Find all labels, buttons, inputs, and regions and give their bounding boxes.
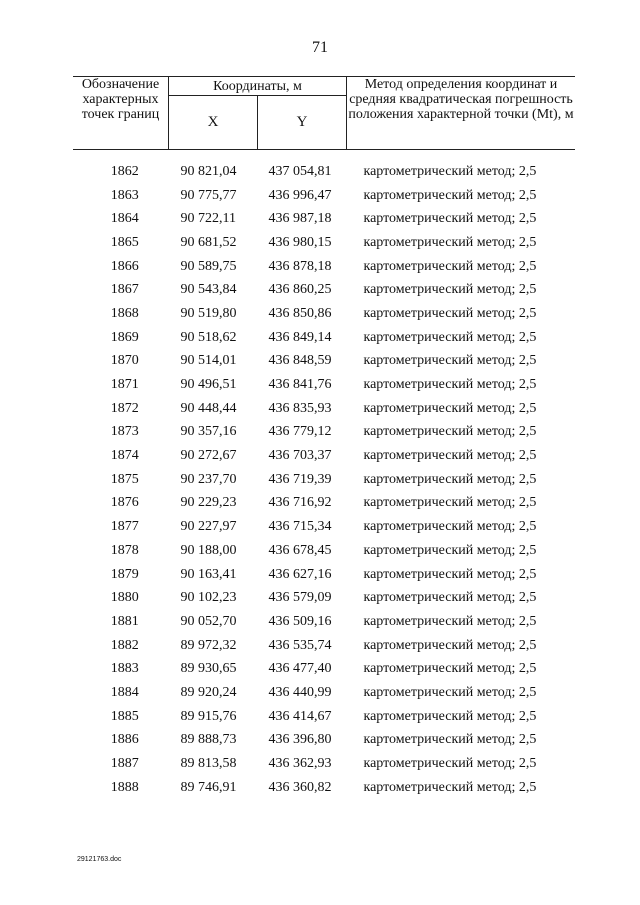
coord-x: 90 514,01: [180, 353, 237, 369]
point-id: 1879: [110, 566, 139, 582]
coord-x: 90 589,75: [180, 258, 237, 274]
coordinates-table: [73, 76, 575, 800]
point-id: 1882: [110, 637, 139, 653]
method-cell: картометрический метод; 2,5: [363, 424, 537, 440]
coord-x: 90 229,23: [180, 495, 237, 511]
coord-x: 90 357,16: [180, 424, 237, 440]
point-id: 1872: [110, 400, 139, 416]
point-id: 1886: [110, 732, 139, 748]
coord-y: 436 535,74: [268, 637, 332, 653]
coord-y: 436 987,18: [268, 211, 332, 227]
method-cell: картометрический метод; 2,5: [363, 258, 537, 274]
point-id: 1866: [110, 258, 139, 274]
coord-x: 89 915,76: [180, 708, 237, 724]
point-id: 1871: [110, 377, 139, 393]
coord-y: 436 835,93: [268, 400, 332, 416]
table-row: [73, 255, 575, 279]
method-cell: картометрический метод; 2,5: [363, 684, 537, 700]
table-row: [73, 515, 575, 539]
coord-y: 436 849,14: [268, 329, 332, 345]
coord-x: 89 920,24: [180, 684, 237, 700]
table-row: [73, 302, 575, 326]
coord-x: 90 237,70: [180, 471, 237, 487]
method-cell: картометрический метод; 2,5: [363, 471, 537, 487]
coord-y: 437 054,81: [268, 163, 332, 179]
coord-y: 436 841,76: [268, 377, 332, 393]
table-row: [73, 373, 575, 397]
method-cell: картометрический метод; 2,5: [363, 211, 537, 227]
point-id: 1878: [110, 542, 139, 558]
point-id: 1873: [110, 424, 139, 440]
point-id: 1869: [110, 329, 139, 345]
method-cell: картометрический метод; 2,5: [363, 613, 537, 629]
coord-y: 436 715,34: [268, 519, 332, 535]
table-body: [73, 150, 575, 800]
table-row: [73, 150, 575, 184]
point-id: 1875: [110, 471, 139, 487]
coord-x: 90 519,80: [180, 305, 237, 321]
table-row: [73, 278, 575, 302]
method-cell: картометрический метод; 2,5: [363, 163, 537, 179]
coord-y: 436 360,82: [268, 779, 332, 795]
point-id: 1884: [110, 684, 139, 700]
point-id: 1877: [110, 519, 139, 535]
table-row: [73, 634, 575, 658]
point-id: 1874: [110, 448, 139, 464]
table-row: [73, 184, 575, 208]
coord-y: 436 878,18: [268, 258, 332, 274]
table-row: [73, 539, 575, 563]
method-cell: картометрический метод; 2,5: [363, 661, 537, 677]
point-id: 1864: [110, 211, 139, 227]
method-cell: картометрический метод; 2,5: [363, 566, 537, 582]
table-row: [73, 610, 575, 634]
coord-y: 436 779,12: [268, 424, 332, 440]
method-cell: картометрический метод; 2,5: [363, 495, 537, 511]
coord-y: 436 362,93: [268, 756, 332, 772]
header-x: X: [169, 96, 258, 150]
coord-x: 90 448,44: [180, 400, 237, 416]
point-id: 1868: [110, 305, 139, 321]
table-row: [73, 729, 575, 753]
coord-x: 90 102,23: [180, 590, 237, 606]
coord-y: 436 996,47: [268, 187, 332, 203]
header-y: Y: [258, 96, 347, 150]
coord-x: 90 227,97: [180, 519, 237, 535]
page-number: 71: [312, 39, 328, 56]
coord-y: 436 678,45: [268, 542, 332, 558]
method-cell: картометрический метод; 2,5: [363, 448, 537, 464]
method-cell: картометрический метод; 2,5: [363, 756, 537, 772]
coord-x: 90 775,77: [180, 187, 237, 203]
point-id: 1870: [110, 353, 139, 369]
method-cell: картометрический метод; 2,5: [363, 305, 537, 321]
table-row: [73, 563, 575, 587]
method-cell: картометрический метод; 2,5: [363, 779, 537, 795]
coord-x: 90 052,70: [180, 613, 237, 629]
coord-x: 90 722,11: [180, 211, 236, 227]
method-cell: картометрический метод; 2,5: [363, 282, 537, 298]
table-row: [73, 231, 575, 255]
table-row: [73, 681, 575, 705]
coord-y: 436 414,67: [268, 708, 332, 724]
coord-y: 436 396,80: [268, 732, 332, 748]
table-row: [73, 421, 575, 445]
coord-y: 436 719,39: [268, 471, 332, 487]
point-id: 1887: [110, 756, 139, 772]
method-cell: картометрический метод; 2,5: [363, 708, 537, 724]
method-cell: картометрический метод; 2,5: [363, 542, 537, 558]
coord-y: 436 703,37: [268, 448, 332, 464]
table-row: [73, 657, 575, 681]
method-cell: картометрический метод; 2,5: [363, 234, 537, 250]
method-cell: картометрический метод; 2,5: [363, 377, 537, 393]
coord-y: 436 509,16: [268, 613, 332, 629]
coord-x: 89 972,32: [180, 637, 237, 653]
coord-y: 436 980,15: [268, 234, 332, 250]
point-id: 1888: [110, 779, 139, 795]
method-cell: картометрический метод; 2,5: [363, 590, 537, 606]
coord-x: 89 888,73: [180, 732, 237, 748]
coord-y: 436 860,25: [268, 282, 332, 298]
point-id: 1881: [110, 613, 139, 629]
coord-x: 90 188,00: [180, 542, 237, 558]
coord-y: 436 477,40: [268, 661, 332, 677]
coord-x: 90 681,52: [180, 234, 237, 250]
coord-y: 436 848,59: [268, 353, 332, 369]
method-cell: картометрический метод; 2,5: [363, 329, 537, 345]
method-cell: картометрический метод; 2,5: [363, 637, 537, 653]
coord-y: 436 440,99: [268, 684, 332, 700]
point-id: 1867: [110, 282, 139, 298]
coord-x: 89 930,65: [180, 661, 237, 677]
coord-x: 90 518,62: [180, 329, 237, 345]
header-designation: Обозначение характерных точек границ: [73, 77, 169, 150]
table-row: [73, 207, 575, 231]
coord-y: 436 579,09: [268, 590, 332, 606]
method-cell: картометрический метод; 2,5: [363, 353, 537, 369]
point-id: 1863: [110, 187, 139, 203]
coord-y: 436 850,86: [268, 305, 332, 321]
coord-x: 90 821,04: [180, 163, 237, 179]
coord-y: 436 716,92: [268, 495, 332, 511]
table-row: [73, 444, 575, 468]
point-id: 1865: [110, 234, 139, 250]
coord-x: 89 746,91: [180, 779, 237, 795]
point-id: 1883: [110, 661, 139, 677]
coord-y: 436 627,16: [268, 566, 332, 582]
point-id: 1885: [110, 708, 139, 724]
header-method: Метод определения координат и средняя квадратическая погрешность положения характерной точки (Mt), м: [347, 77, 576, 150]
table-row: [73, 468, 575, 492]
table-row: [73, 397, 575, 421]
coord-x: 90 163,41: [180, 566, 237, 582]
table-row: [73, 326, 575, 350]
coord-x: 90 543,84: [180, 282, 237, 298]
method-cell: картометрический метод; 2,5: [363, 187, 537, 203]
method-cell: картометрический метод; 2,5: [363, 400, 537, 416]
table-row: [73, 350, 575, 374]
coord-x: 90 496,51: [180, 377, 237, 393]
point-id: 1880: [110, 590, 139, 606]
table-row: [73, 492, 575, 516]
method-cell: картометрический метод; 2,5: [363, 519, 537, 535]
coord-x: 90 272,67: [180, 448, 237, 464]
coord-x: 89 813,58: [180, 756, 237, 772]
footer-filename: 29121763.doc: [77, 856, 122, 863]
point-id: 1862: [110, 163, 139, 179]
method-cell: картометрический метод; 2,5: [363, 732, 537, 748]
table-row: [73, 705, 575, 729]
table-row: [73, 776, 575, 800]
table-row: [73, 752, 575, 776]
header-coordinates: Координаты, м: [169, 77, 347, 96]
point-id: 1876: [110, 495, 139, 511]
table-row: [73, 586, 575, 610]
